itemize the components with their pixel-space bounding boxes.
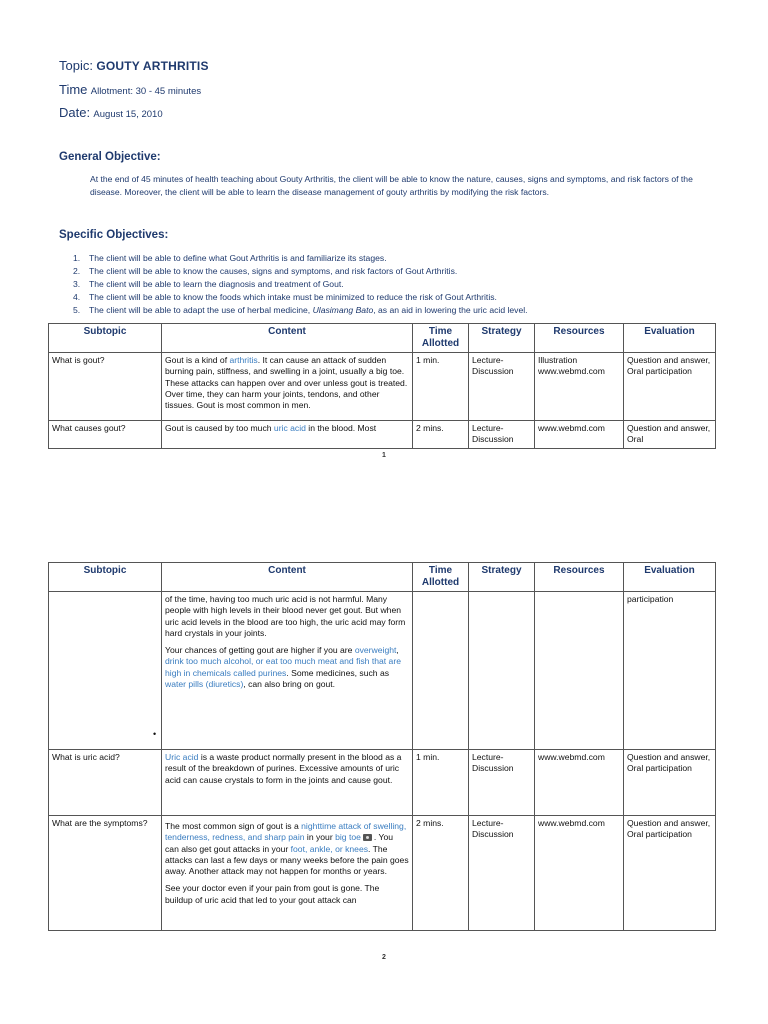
time-label: Time	[59, 82, 88, 97]
row-resources	[535, 592, 624, 750]
col-time: Time Allotted	[413, 324, 469, 353]
row-time: 2 mins.	[413, 816, 469, 931]
big-toe-link[interactable]: big toe	[335, 832, 361, 843]
col-subtopic: Subtopic	[49, 563, 162, 592]
row-resources: www.webmd.com	[535, 750, 624, 816]
time-value: Allotment: 30 - 45 minutes	[90, 86, 202, 97]
row-resources: www.webmd.com	[535, 421, 624, 449]
topic-label: Topic:	[59, 58, 93, 73]
uric-acid-link[interactable]: Uric acid	[165, 752, 199, 762]
bullet-mark: •	[153, 729, 157, 739]
overweight-link[interactable]: overweight	[354, 645, 397, 656]
col-content: Content	[162, 324, 413, 353]
row-strategy: Lecture-Discussion	[469, 816, 535, 931]
foot-ankle-knees-link[interactable]: foot, ankle, or knees	[290, 843, 369, 854]
row-evaluation: Question and answer, Oral participation	[624, 750, 716, 816]
row-resources: www.webmd.com	[535, 816, 624, 931]
table-row	[49, 353, 716, 421]
col-content: Content	[162, 563, 413, 592]
col-evaluation: Evaluation	[624, 324, 716, 353]
row-time: 1 min.	[413, 750, 469, 816]
topic-line	[59, 58, 209, 73]
arthritis-link[interactable]: arthritis	[229, 355, 258, 365]
specific-objectives-heading: Specific Objectives:	[59, 229, 169, 241]
col-strategy: Strategy	[469, 563, 535, 592]
row-content: of the time, having too much uric acid is not harmful. Many people with high levels in their blood never get gout. But when uric acid levels in the blood are too high, the uric acid may form hard crystals in your joints. Your chances of getting gout are higher if you are overweight, drink too much alcohol, or eat too much meat and fish that are high in chemicals called purines. Some medicines, such as water pills (diuretics), can also bring on gout. •	[162, 592, 413, 750]
objective-item: 1. The client will be able to define what Gout Arthritis is and familiarize its stages.	[73, 253, 387, 263]
page-1	[0, 0, 768, 480]
row-subtopic: What are the symptoms?	[49, 816, 162, 931]
general-objective-text: At the end of 45 minutes of health teaching about Gouty Arthritis, the client will be able to know the nature, causes, signs and symptoms, and risk factors of the disease. Moreover, the client will be able to learn the disease management of gouty arthritis by modifying the risk factors.	[90, 174, 693, 197]
row-resources: Illustration www.webmd.com	[535, 353, 624, 421]
lesson-plan-table-page-2	[48, 562, 716, 931]
page-2	[0, 480, 768, 1024]
row-strategy	[469, 592, 535, 750]
date-value: August 15, 2010	[93, 109, 163, 120]
nighttime-attack-link[interactable]: nighttime attack of swelling, tenderness, redness, and sharp pain	[165, 821, 407, 843]
objective-item: 3. The client will be able to learn the diagnosis and treatment of Gout.	[73, 279, 344, 289]
page-number: 1	[382, 452, 386, 459]
date-line	[59, 105, 163, 120]
objective-item: 4. The client will be able to know the foods which intake must be minimized to reduce the risk of Gout Arthritis.	[73, 292, 497, 302]
row-subtopic: What causes gout?	[49, 421, 162, 449]
row-evaluation: Question and answer, Oral	[624, 421, 716, 449]
col-resources: Resources	[535, 324, 624, 353]
topic-value: GOUTY ARTHRITIS	[96, 59, 209, 73]
row-strategy: Lecture-Discussion	[469, 421, 535, 449]
row-content: Uric acid is a waste product normally present in the blood as a result of the breakdown of purines. Excessive amounts of uric acid can cause crystals to form in the joints and cause gout.	[162, 750, 413, 816]
specific-objectives-list	[73, 252, 528, 317]
table-header-row	[49, 563, 716, 592]
row-subtopic	[49, 592, 162, 750]
col-resources: Resources	[535, 563, 624, 592]
camera-icon[interactable]	[363, 834, 372, 841]
table-row	[49, 816, 716, 931]
row-content: Gout is caused by too much uric acid in the blood. Most	[162, 421, 413, 449]
col-strategy: Strategy	[469, 324, 535, 353]
row-subtopic: What is gout?	[49, 353, 162, 421]
water-pills-link[interactable]: water pills (diuretics)	[165, 679, 244, 690]
row-time: 2 mins.	[413, 421, 469, 449]
table-header-row	[49, 324, 716, 353]
lesson-plan-table-page-1	[48, 323, 716, 449]
col-evaluation: Evaluation	[624, 563, 716, 592]
row-content: The most common sign of gout is a nighttime attack of swelling, tenderness, redness, and sharp pain in your big toe . You can also get gout attacks in your foot, ankle, or knees. The attacks can last a few days or many weeks before the pain goes away. Another attack may not happen for months or years. See your doctor even if your pain from gout is gone. The buildup of uric acid that led to your gout attack can	[162, 816, 413, 931]
table-row	[49, 592, 716, 750]
row-time	[413, 592, 469, 750]
row-strategy: Lecture-Discussion	[469, 353, 535, 421]
objective-item: 5. The client will be able to adapt the use of herbal medicine, Ulasimang Bato, as an aid in lowering the uric acid level.	[73, 305, 528, 315]
date-label: Date:	[59, 105, 91, 120]
uric-acid-link[interactable]: uric acid	[273, 423, 306, 433]
row-strategy: Lecture-Discussion	[469, 750, 535, 816]
col-subtopic: Subtopic	[49, 324, 162, 353]
row-evaluation: Question and answer, Oral participation	[624, 353, 716, 421]
page-number: 2	[382, 954, 386, 961]
row-content: Gout is a kind of arthritis. It can cause an attack of sudden burning pain, stiffness, and swelling in a joint, usually a big toe. These attacks can happen over and over unless gout is treated. Over time, they can harm your joints, tendons, and other tissues. Gout is most common in men.	[162, 353, 413, 421]
table-row	[49, 421, 716, 449]
table-row	[49, 750, 716, 816]
general-objective-heading: General Objective:	[59, 151, 161, 163]
alcohol-purines-link[interactable]: drink too much alcohol, or eat too much meat and fish that are high in chemicals called purines	[165, 656, 401, 678]
row-evaluation: Question and answer, Oral participation	[624, 816, 716, 931]
row-time: 1 min.	[413, 353, 469, 421]
row-evaluation: participation	[624, 592, 716, 750]
time-line	[59, 82, 201, 97]
objective-item: 2. The client will be able to know the causes, signs and symptoms, and risk factors of Gout Arthritis.	[73, 266, 458, 276]
row-subtopic: What is uric acid?	[49, 750, 162, 816]
col-time: Time Allotted	[413, 563, 469, 592]
